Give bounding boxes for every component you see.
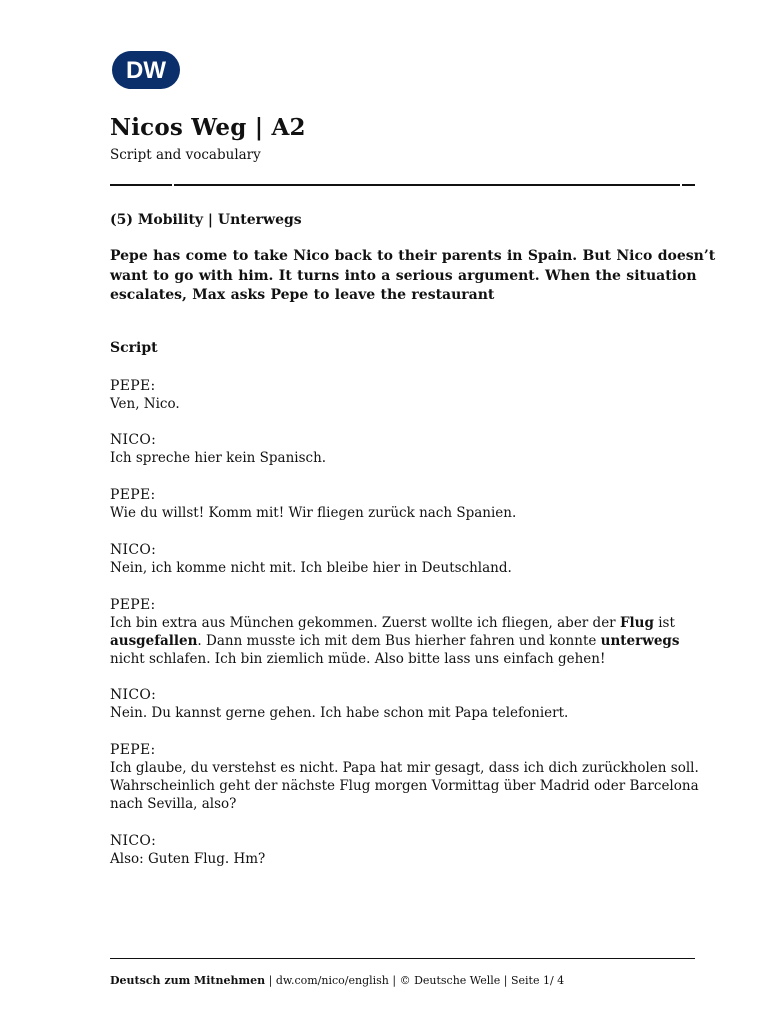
dialogue-line: Wie du willst! Komm mit! Wir fliegen zurück nach Spanien. [110, 505, 517, 521]
dialogue-text: Ich bin extra aus München gekommen. Zuerst wollte ich fliegen, aber der [110, 615, 620, 631]
summary-line: want to go with him. It turns into a serious argument. When the situation [110, 267, 697, 284]
dialogue-turn [110, 541, 710, 577]
dialogue-turn [110, 486, 710, 522]
dialogue-text: ist [653, 615, 675, 631]
dialogue-turn [110, 431, 710, 467]
dialogue-line: Wahrscheinlich geht der nächste Flug morgen Vormittag über Madrid oder Barcelona [110, 778, 699, 794]
dialogue-turn [110, 377, 710, 413]
dialogue-line: Ven, Nico. [110, 396, 180, 412]
dialogue-line: Ich glaube, du verstehst es nicht. Papa hat mir gesagt, dass ich dich zurückholen soll. [110, 760, 699, 776]
document-title: Nicos Weg | A2 [110, 114, 306, 141]
speaker-label: NICO: [110, 432, 157, 448]
page-footer [110, 974, 564, 987]
speaker-label: NICO: [110, 687, 157, 703]
dialogue-turn [110, 686, 710, 722]
speaker-label: PEPE: [110, 378, 156, 394]
vocab-word: Flug [619, 615, 654, 631]
dw-logo-text: DW [126, 57, 166, 84]
dialogue-line: nicht schlafen. Ich bin ziemlich müde. Also bitte lass uns einfach gehen! [110, 651, 606, 667]
dialogue-text: . Dann musste ich mit dem Bus hierher fahren und konnte [197, 633, 601, 649]
vocab-word: ausgefallen [110, 633, 198, 649]
dialogue-line: Also: Guten Flug. Hm? [110, 851, 266, 867]
dialogue-line: Nein, ich komme nicht mit. Ich bleibe hier in Deutschland. [110, 560, 512, 576]
dialogue-line: nach Sevilla, also? [110, 796, 237, 812]
dialogue-turn [110, 596, 710, 668]
dialogue-turn [110, 741, 710, 813]
top-divider [110, 184, 695, 186]
episode-heading: (5) Mobility | Unterwegs [110, 212, 302, 228]
speaker-label: NICO: [110, 833, 157, 849]
dw-logo [111, 50, 181, 90]
footer-info: | dw.com/nico/english | © Deutsche Welle | Seite 1/ 4 [265, 974, 565, 987]
vocab-word: unterwegs [600, 633, 680, 649]
dialogue-line [110, 632, 710, 650]
bottom-divider [110, 958, 695, 959]
dialogue-line [110, 614, 710, 632]
speaker-label: PEPE: [110, 487, 156, 503]
summary-line: escalates, Max asks Pepe to leave the restaurant [110, 287, 495, 303]
script-heading: Script [110, 340, 158, 356]
episode-summary [110, 247, 716, 306]
footer-brand: Deutsch zum Mitnehmen [110, 974, 266, 987]
dialogue-line: Ich spreche hier kein Spanisch. [110, 450, 327, 466]
summary-line: Pepe has come to take Nico back to their parents in Spain. But Nico doesn’t [110, 248, 716, 264]
dialogue-line: Nein. Du kannst gerne gehen. Ich habe schon mit Papa telefoniert. [110, 705, 569, 721]
speaker-label: NICO: [110, 542, 157, 558]
speaker-label: PEPE: [110, 742, 156, 758]
dialogue-turn [110, 832, 710, 868]
speaker-label: PEPE: [110, 597, 156, 613]
document-subtitle: Script and vocabulary [110, 147, 261, 163]
